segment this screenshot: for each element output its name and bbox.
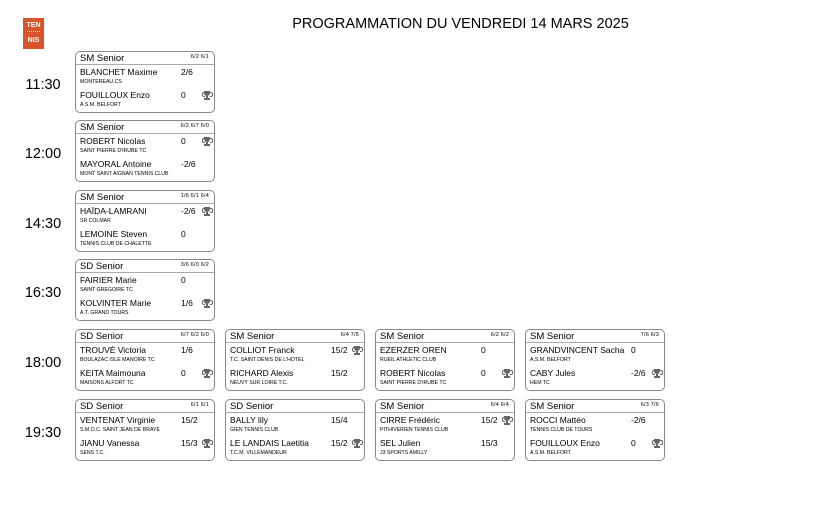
match-category: SM Senior <box>380 401 425 412</box>
player-ranking: 15/2 <box>331 345 348 355</box>
player-club: TENNIS CLUB DE CHALETTE <box>80 241 152 247</box>
player-name: ROCCI Mattéo <box>530 415 586 425</box>
player-name: ROBERT Nicolas <box>380 368 446 378</box>
card-divider <box>76 272 214 273</box>
player-ranking: 0 <box>181 136 186 146</box>
player-club: MONTEREAU.CS <box>80 79 122 85</box>
player-ranking: 0 <box>181 275 186 285</box>
player-name: LE LANDAIS Laetitia <box>230 438 309 448</box>
player-ranking: 2/6 <box>181 67 193 77</box>
player-club: T.C. SAINT DENIS DE L'HOTEL <box>230 357 305 363</box>
match-score: 6/7 6/2 6/0 <box>180 332 209 338</box>
player-name: BALLY lily <box>230 415 268 425</box>
trophy-icon <box>353 346 361 356</box>
player-club: SAINT PIERRE D'IRUBE TC <box>380 380 447 386</box>
match-card[interactable] <box>75 259 215 321</box>
match-score: 3/6 6/0 6/2 <box>180 262 209 268</box>
player-club: GIEN TENNIS CLUB <box>230 427 279 433</box>
player-club: TENNIS CLUB DE TOURS <box>530 427 593 433</box>
player-ranking: 0 <box>181 229 186 239</box>
player-club: T.C.M. VILLEMANDEUR <box>230 450 287 456</box>
match-score: 6/1 6/1 <box>190 402 209 408</box>
player-club: A.S.M. BELFORT <box>80 102 121 108</box>
match-category: SM Senior <box>530 331 575 342</box>
player-club: MONT SAINT AIGNAN TENNIS CLUB <box>80 171 169 177</box>
player-ranking: 0 <box>631 345 636 355</box>
card-divider <box>226 412 364 413</box>
player-club: SAINT GREGOIRE TC <box>80 287 133 293</box>
match-card[interactable] <box>75 190 215 252</box>
player-club: BOULAZAC ISLE MANOIRE TC <box>80 357 155 363</box>
player-name: LEMOINE Steven <box>80 229 148 239</box>
logo-text-bottom: NIS <box>27 37 40 44</box>
player-club: A.T. GRAND TOURS <box>80 310 129 316</box>
match-score: 7/6 6/3 <box>640 332 659 338</box>
player-name: KOLVINTER Marie <box>80 298 152 308</box>
player-ranking: 15/4 <box>331 415 348 425</box>
trophy-icon <box>353 439 361 449</box>
player-ranking: 15/2 <box>331 438 348 448</box>
time-slot: 18:00 <box>24 355 62 371</box>
player-name: SEL Julien <box>380 438 421 448</box>
trophy-icon <box>503 369 511 379</box>
match-category: SM Senior <box>230 331 275 342</box>
match-card[interactable] <box>375 329 515 391</box>
match-category: SD Senior <box>80 261 124 272</box>
player-club: RUEIL ATHLETIC CLUB <box>380 357 437 363</box>
match-score: 6/4 6/4 <box>490 402 509 408</box>
match-card[interactable] <box>225 329 365 391</box>
player-name: VENTENAT Virginie <box>80 415 156 425</box>
match-card[interactable] <box>75 399 215 461</box>
player-ranking: 15/2 <box>331 368 348 378</box>
match-score: 6/2 6/7 6/0 <box>180 123 209 129</box>
player-ranking: 15/2 <box>481 415 498 425</box>
match-card[interactable] <box>525 399 665 461</box>
player-club: MAISONS ALFORT TC <box>80 380 134 386</box>
player-ranking: 1/6 <box>181 345 193 355</box>
match-category: SM Senior <box>80 122 125 133</box>
player-name: CIRRE Frédéric <box>380 415 440 425</box>
player-club: A.S.M. BELFORT <box>530 450 571 456</box>
player-ranking: -2/6 <box>631 368 646 378</box>
trophy-icon <box>203 369 211 379</box>
player-club: HEM TC <box>530 380 550 386</box>
card-divider <box>76 133 214 134</box>
logo-text-top: TEN <box>26 22 41 29</box>
match-card[interactable] <box>75 51 215 113</box>
page-title: PROGRAMMATION DU VENDREDI 14 MARS 2025 <box>292 16 629 32</box>
player-club: J3 SPORTS AMILLY <box>380 450 428 456</box>
card-divider <box>76 412 214 413</box>
player-club: SENS T.C. <box>80 450 105 456</box>
match-card[interactable] <box>375 399 515 461</box>
player-name: TROUVÉ Victoria <box>80 345 146 355</box>
match-category: SM Senior <box>530 401 575 412</box>
player-club: NEUVY SUR LOIRE T.C. <box>230 380 288 386</box>
card-divider <box>376 342 514 343</box>
time-slot: 11:30 <box>25 77 61 93</box>
player-club: SR COLMAR <box>80 218 111 224</box>
player-ranking: 1/6 <box>181 298 193 308</box>
player-name: FOUILLOUX Enzo <box>80 90 150 100</box>
time-slot: 16:30 <box>24 285 62 301</box>
player-name: HAÏDA-LAMRANI <box>80 206 147 216</box>
player-name: CABY Jules <box>530 368 576 378</box>
player-ranking: -2/6 <box>181 159 196 169</box>
player-ranking: 0 <box>181 90 186 100</box>
player-ranking: 0 <box>481 345 486 355</box>
match-category: SD Senior <box>80 331 124 342</box>
card-divider <box>226 342 364 343</box>
player-club: S.M.O.C. SAINT JEAN DE BRAYE <box>80 427 160 433</box>
time-slot: 14:30 <box>24 216 62 232</box>
match-score: 6/4 7/5 <box>340 332 359 338</box>
match-score: 6/2 6/2 <box>490 332 509 338</box>
match-card[interactable] <box>525 329 665 391</box>
player-name: GRANDVINCENT Sacha <box>530 345 625 355</box>
player-club: A.S.M. BELFORT <box>530 357 571 363</box>
player-ranking: 0 <box>481 368 486 378</box>
card-divider <box>376 412 514 413</box>
match-category: SM Senior <box>80 192 125 203</box>
player-name: FOUILLOUX Enzo <box>530 438 600 448</box>
card-divider <box>526 412 664 413</box>
match-score: 6/2 6/1 <box>190 54 209 60</box>
player-name: RICHARD Alexis <box>230 368 294 378</box>
player-name: FAIRIER Marie <box>80 275 137 285</box>
trophy-icon <box>653 439 661 449</box>
trophy-icon <box>203 439 211 449</box>
match-score: 1/6 6/1 6/4 <box>180 193 209 199</box>
trophy-icon <box>503 416 511 426</box>
player-name: KEITA Maimouna <box>80 368 146 378</box>
match-category: SD Senior <box>80 401 124 412</box>
match-category: SM Senior <box>80 53 125 64</box>
card-divider <box>76 342 214 343</box>
trophy-icon <box>203 91 211 101</box>
player-ranking: -2/6 <box>181 206 196 216</box>
match-score: 6/3 7/6 <box>640 402 659 408</box>
trophy-icon <box>203 207 211 217</box>
card-divider <box>76 203 214 204</box>
player-club: SAINT PIERRE D'IRUBE TC <box>80 148 147 154</box>
player-ranking: -2/6 <box>631 415 646 425</box>
trophy-icon <box>203 137 211 147</box>
player-ranking: 0 <box>631 438 636 448</box>
match-card[interactable] <box>75 329 215 391</box>
time-slot: 19:30 <box>24 425 62 441</box>
match-card[interactable] <box>225 399 365 461</box>
match-category: SD Senior <box>230 401 274 412</box>
card-divider <box>526 342 664 343</box>
player-name: JIANU Vanessa <box>80 438 140 448</box>
time-slot: 12:00 <box>24 146 62 162</box>
player-ranking: 15/3 <box>181 438 198 448</box>
match-category: SM Senior <box>380 331 425 342</box>
match-card[interactable] <box>75 120 215 182</box>
player-name: ROBERT Nicolas <box>80 136 146 146</box>
card-divider <box>76 64 214 65</box>
player-club: PITHIVERIEN TENNIS CLUB <box>380 427 449 433</box>
player-name: EZERZER OREN <box>380 345 447 355</box>
trophy-icon <box>653 369 661 379</box>
player-name: BLANCHET Maxime <box>80 67 158 77</box>
player-name: COLLIOT Franck <box>230 345 295 355</box>
player-ranking: 15/2 <box>181 415 198 425</box>
player-ranking: 0 <box>181 368 186 378</box>
player-name: MAYORAL Antoine <box>80 159 152 169</box>
player-ranking: 15/3 <box>481 438 498 448</box>
trophy-icon <box>203 299 211 309</box>
